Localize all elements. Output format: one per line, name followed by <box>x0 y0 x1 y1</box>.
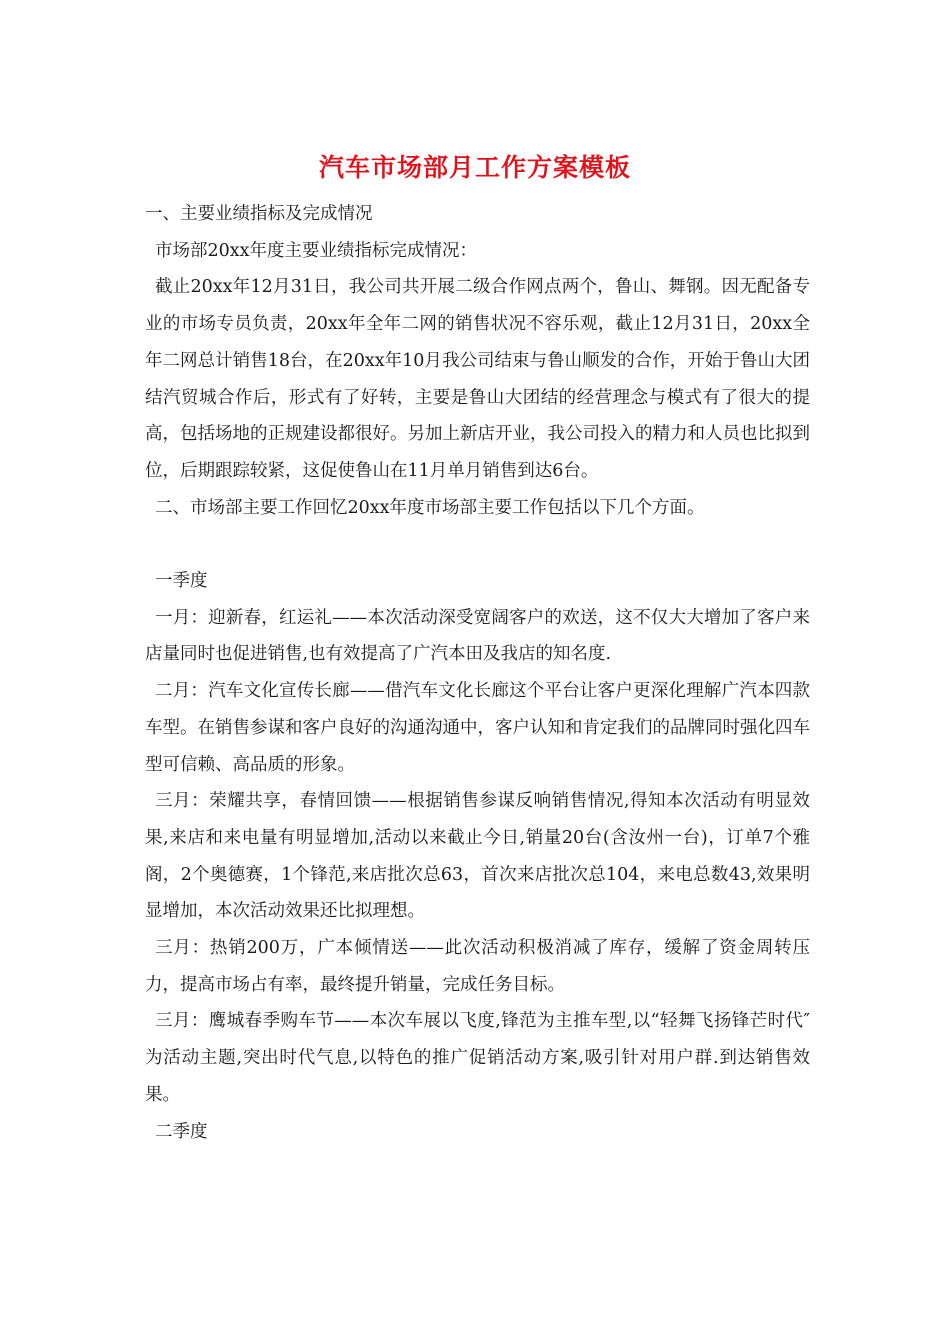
paragraph: 截止20xx年12月31日，我公司共开展二级合作网点两个，鲁山、舞钢。因无配备专业的市场专员负责，20xx年全年二网的销售状况不容乐观，截止12月31日，20xx全年二网总计销售18台，在20xx年10月我公司结束与鲁山顺发的合作，开始于鲁山大团结汽贸城合作后，形式有了好转，主要是鲁山大团结的经营理念与模式有了很大的提高，包括场地的正规建设都很好。另加上新店开业，我公司投入的精力和人员也比拟到位，后期跟踪较紧，这促使鲁山在11月单月销售到达6台。 <box>145 277 810 481</box>
document-body <box>145 196 810 1150</box>
section-heading-2: 二、市场部主要工作回忆20xx年度市场部主要工作包括以下几个方面。 <box>155 497 705 518</box>
paragraph: 一月：迎新春，红运礼——本次活动深受宽阔客户的欢送，这不仅大大增加了客户来店量同时也促进销售,也有效提高了广汽本田及我店的知名度. <box>145 607 810 665</box>
paragraph: 二月：汽车文化宣传长廊——借汽车文化长廊这个平台让客户更深化理解广汽本四款车型。在销售参谋和客户良好的沟通沟通中，客户认知和肯定我们的品牌同时强化四车型可信赖、高品质的形象。 <box>145 681 810 775</box>
paragraph: 市场部20xx年度主要业绩指标完成情况： <box>155 240 478 261</box>
document-title: 汽车市场部月工作方案模板 <box>318 153 631 182</box>
quarter-heading: 一季度 <box>155 571 208 592</box>
paragraph: 三月：荣耀共享，春情回馈——根据销售参谋反响销售情况,得知本次活动有明显效果,来店和来电量有明显增加,活动以来截止今日,销量20台(含汝州一台)，订单7个雅阁，2个奥德赛，1个锋范,来店批次总63，首次来店批次总104，来电总数43,效果明显增加，本次活动效果还比拟理想。 <box>145 791 810 922</box>
blank-line <box>145 526 810 563</box>
quarter-heading: 二季度 <box>155 1121 208 1142</box>
section-heading-1: 一、主要业绩指标及完成情况 <box>145 204 373 224</box>
paragraph: 三月：热销200万，广本倾情送——此次活动积极消减了库存，缓解了资金周转压力，提高市场占有率，最终提升销量，完成任务目标。 <box>145 938 810 995</box>
paragraph: 三月：鹰城春季购车节——本次车展以飞度,锋范为主推车型,以“轻舞飞扬锋芒时代″为活动主题,突出时代气息,以特色的推广促销活动方案,吸引针对用户群.到达销售效果。 <box>145 1011 810 1105</box>
